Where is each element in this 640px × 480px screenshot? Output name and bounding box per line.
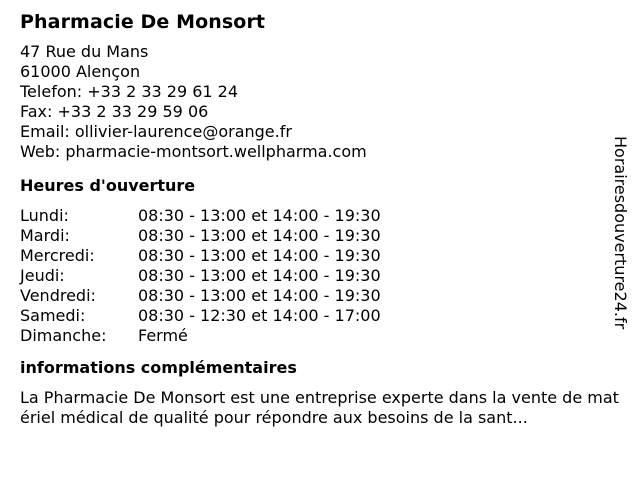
contact-block [20,42,620,162]
hours-day: Samedi: [20,306,86,325]
phone-line: Telefon: +33 2 33 29 61 24 [20,82,239,101]
hours-row [20,246,620,266]
info-description: La Pharmacie De Monsort est une entreprise experte dans la vente de matériel médical de qualité pour répondre aux besoins de la sant... [20,388,619,427]
hours-time: 08:30 - 13:00 et 14:00 - 19:30 [138,206,381,225]
hours-row [20,286,620,306]
hours-time: 08:30 - 13:00 et 14:00 - 19:30 [138,246,381,265]
pharmacy-name: Pharmacie De Monsort [20,11,266,33]
email-line: Email: ollivier-laurence@orange.fr [20,122,292,141]
info-heading: informations complémentaires [20,358,297,377]
hours-day: Dimanche: [20,326,107,345]
hours-row [20,326,620,346]
hours-day: Vendredi: [20,286,96,305]
hours-row [20,306,620,326]
hours-row [20,266,620,286]
hours-row [20,226,620,246]
hours-day: Mardi: [20,226,70,245]
hours-time: 08:30 - 13:00 et 14:00 - 19:30 [138,266,381,285]
pharmacy-card [20,10,620,428]
hours-day: Mercredi: [20,246,95,265]
fax-line: Fax: +33 2 33 29 59 06 [20,102,209,121]
hours-time: 08:30 - 13:00 et 14:00 - 19:30 [138,286,381,305]
web-line: Web: pharmacie-montsort.wellpharma.com [20,142,367,161]
street-address: 47 Rue du Mans [20,42,149,61]
hours-row [20,206,620,226]
hours-time: 08:30 - 12:30 et 14:00 - 17:00 [138,306,381,325]
hours-time: 08:30 - 13:00 et 14:00 - 19:30 [138,226,381,245]
hours-table [20,206,620,346]
hours-time: Fermé [138,326,188,345]
hours-day: Lundi: [20,206,69,225]
hours-day: Jeudi: [20,266,65,285]
hours-heading: Heures d'ouverture [20,176,196,195]
city-address: 61000 Alençon [20,62,141,81]
site-watermark: Horairesdouverture24.fr [611,136,630,330]
